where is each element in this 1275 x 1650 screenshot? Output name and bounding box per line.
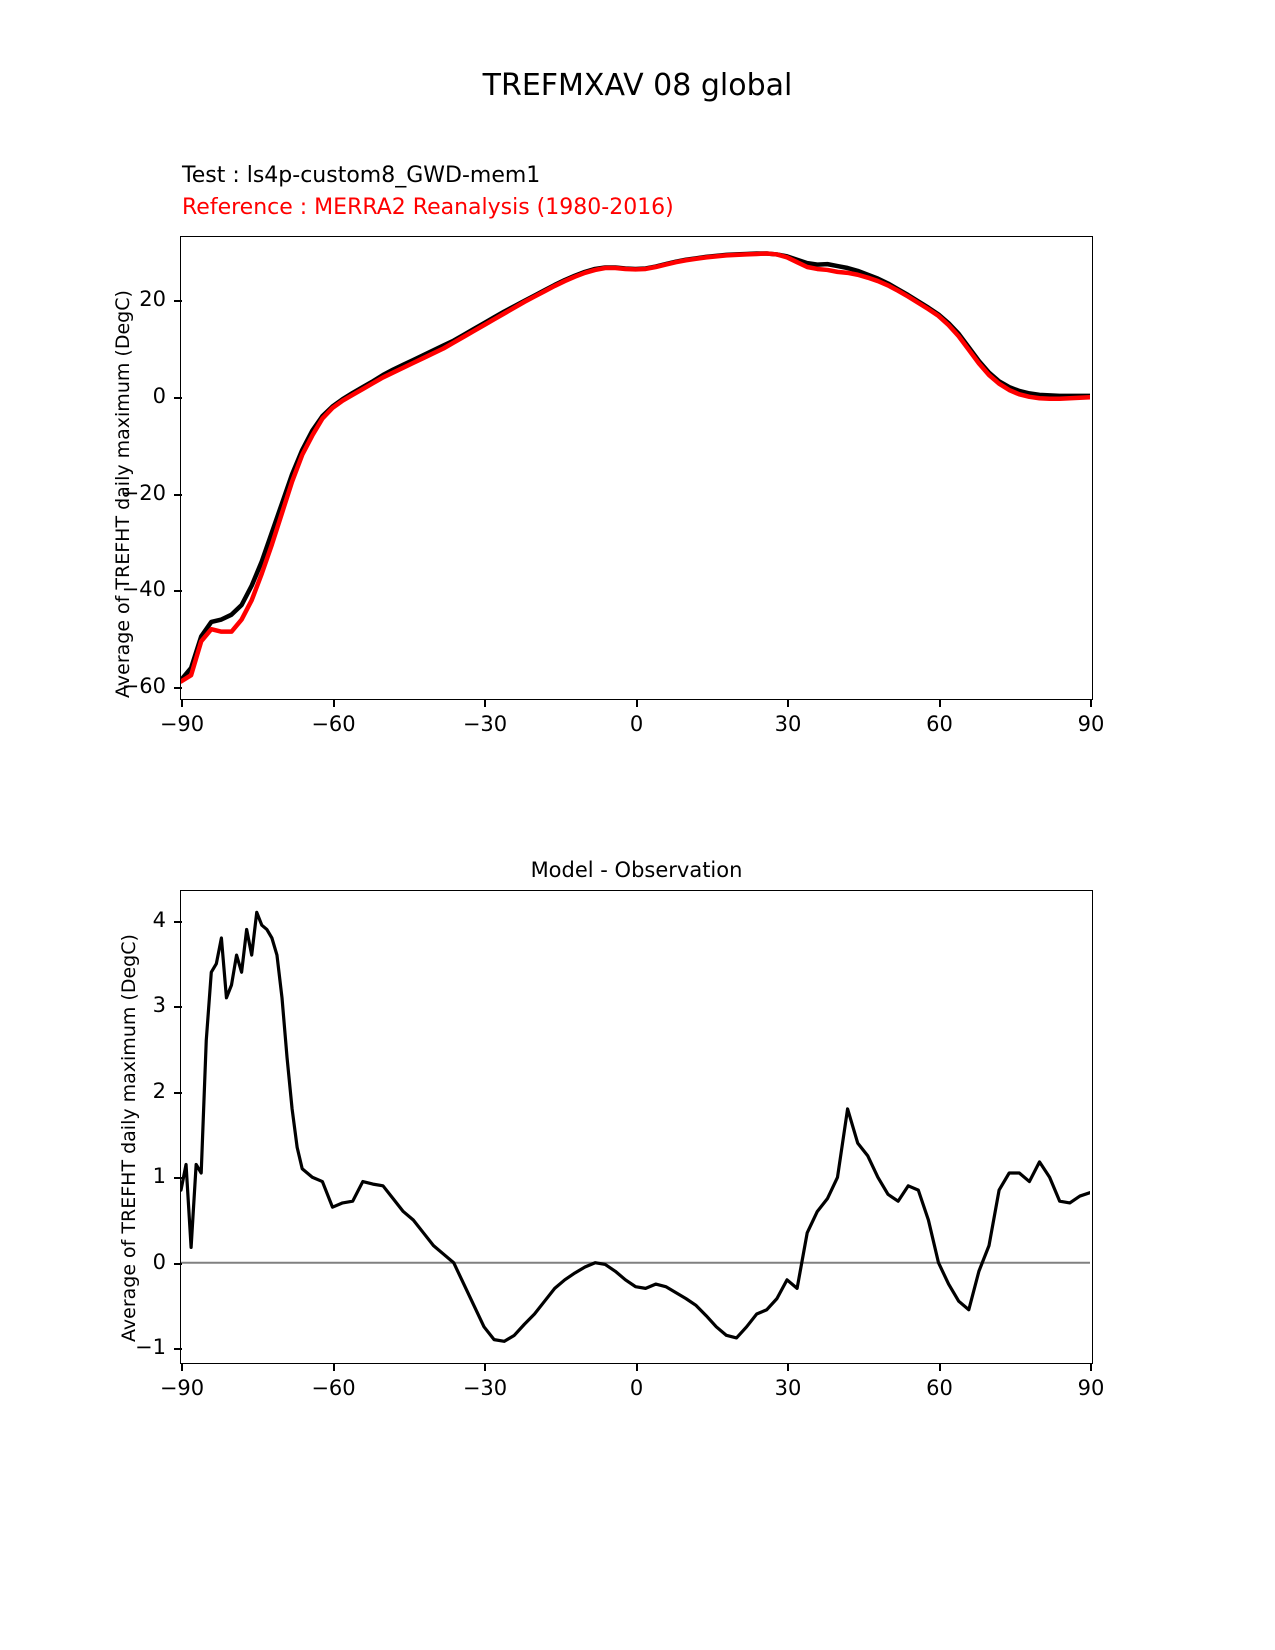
y-tick-mark: [174, 1177, 182, 1179]
y-tick-label: 0: [152, 1249, 166, 1274]
x-tick-label: −30: [462, 712, 508, 736]
x-tick-label: 0: [629, 1376, 644, 1400]
x-tick-label: −60: [311, 1376, 356, 1400]
x-tick-mark: [333, 1364, 335, 1371]
bottom-chart-title: Model - Observation: [530, 858, 743, 882]
y-tick-mark: [174, 1006, 182, 1008]
x-tick-label: −60: [311, 712, 356, 736]
bottom-chart-ylabel: Average of TREFHT daily maximum (DegC): [118, 934, 140, 1342]
x-tick-label: −90: [159, 1376, 205, 1400]
bottom-chart-plot-area: [180, 890, 1093, 1364]
y-tick-mark: [174, 1263, 182, 1265]
data-series-line-0: [181, 912, 1090, 1341]
y-tick-label: −1: [135, 1335, 166, 1360]
x-tick-mark: [636, 1364, 638, 1371]
y-tick-mark: [174, 1348, 182, 1350]
x-tick-label: 60: [926, 1376, 953, 1400]
x-tick-label: 90: [1077, 712, 1105, 736]
x-tick-mark: [1090, 1364, 1092, 1371]
y-tick-label: −40: [121, 577, 166, 602]
y-tick-mark: [174, 921, 182, 923]
y-tick-label: 2: [152, 1078, 166, 1103]
y-tick-label: −60: [121, 674, 166, 699]
x-tick-label: 60: [926, 712, 953, 736]
page-title: TREFMXAV 08 global: [482, 68, 793, 103]
x-tick-mark: [939, 1364, 941, 1371]
x-tick-label: 0: [629, 712, 644, 736]
legend-reference-label: Reference : MERRA2 Reanalysis (1980-2016): [182, 195, 674, 220]
x-tick-label: −90: [159, 712, 205, 736]
legend-test-label: Test : ls4p-custom8_GWD-mem1: [182, 163, 541, 188]
x-tick-mark: [484, 1364, 486, 1371]
x-tick-label: −30: [462, 1376, 508, 1400]
y-tick-label: 1: [152, 1164, 166, 1189]
x-tick-label: 30: [774, 1376, 802, 1400]
x-tick-label: 90: [1077, 1376, 1105, 1400]
y-tick-label: 20: [139, 286, 166, 311]
y-tick-label: −20: [121, 480, 166, 505]
y-tick-label: 3: [152, 993, 166, 1018]
x-tick-mark: [181, 1364, 183, 1371]
x-tick-label: 30: [774, 712, 802, 736]
x-tick-mark: [787, 1364, 789, 1371]
y-tick-label: 0: [152, 383, 166, 408]
top-chart-ylabel: Average of TREFHT daily maximum (DegC): [112, 290, 134, 698]
y-tick-label: 4: [152, 907, 166, 932]
y-tick-mark: [174, 1092, 182, 1094]
